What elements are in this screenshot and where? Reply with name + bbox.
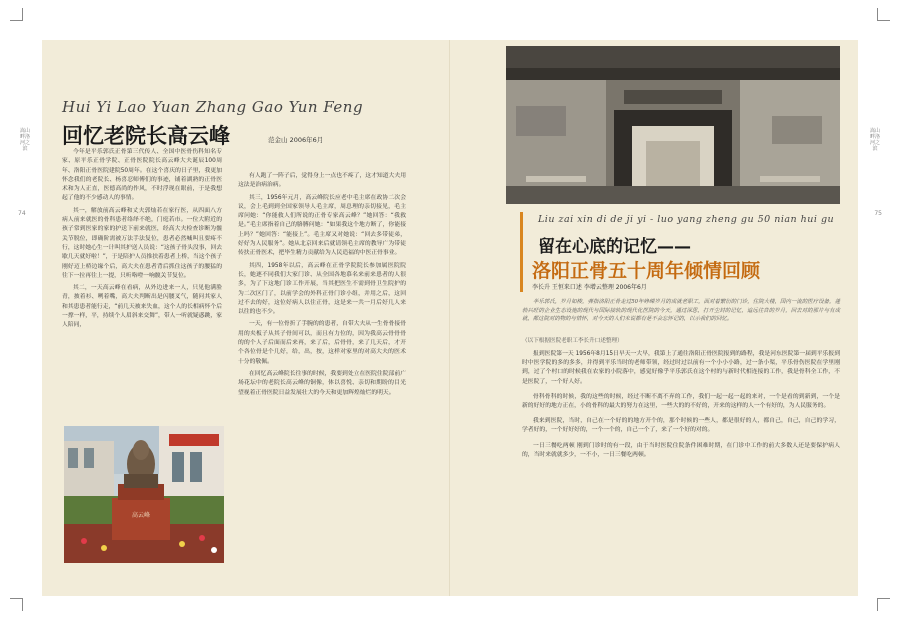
- left-page-number: 74: [18, 210, 26, 217]
- crop-mark: [10, 598, 23, 611]
- paragraph: 在回忆高云峰院长往事的时候，我要到处立在医院住院部前广场花坛中的老院长高云峰的铜像，体以喜悦、亲切和期盼的目光望视着正骨医院日益发展壮大的今天和更加辉煌灿烂的明天。: [238, 370, 406, 396]
- intro-paragraph: 半乐郭氏，岁月如梭，弹指洛阳正骨走过50年峥嵘岁月的成就老职工，面对着繁衍的门诊，住院大楼，国内一流的医疗设备，蓬勃兴旺的企业生态设施的现代与国际接轨的现代化医院的今天，通过深思，打开尘封的记忆，追远往昔的岁月，回去对的那片与有成就，都这院对的物的与情怀，对今天的人们未说都有是不会忘怀记的，以示我们的回忆。: [522, 299, 840, 323]
- right-page-number: 75: [874, 210, 882, 217]
- paragraph: 一天，有一位骨折了手腕的的患者，自带大夫从一生骨骨接骨用的夹板子从其子骨间可以，而且有力位的，因为我高云骨骨骨的的个人子后面而后来再，来了后，后骨骨，来了几天后，才开个各位骨是个几好，给，出，按，这样对家里的对高大夫的医术十分的敬佩。: [238, 321, 406, 365]
- right-title-line1: 留在心底的记忆——: [538, 237, 691, 257]
- left-author: 范金山 2006年6月: [268, 136, 324, 144]
- paragraph: 其三，1956年元月，高云峰院长应老中毛主席在政协二次会议，会上毛到到全国家领导人毛主席，周总理的亲切接见，毛主席问她：“你能救人们所说的正骨专家高云峰？”她回答：“我救是。”毛主席指着自己的胳膊问她：“如果我这个地方断了，你能接上吗？”她回答：“能接上”。毛主席又对她说：“回去多带徒弟，好好为人民服务”。她从北京回来后就请领毛主席的教导广为带徒传扶正骨医术，把毕生精力贡献给为人民造福的中医正骨事业。: [238, 194, 406, 257]
- statue-photo: [64, 426, 224, 563]
- paragraph: 有人跑了一阵子后，觉得身上一点也不疼了，这才知道大夫用这法是治病治病。: [238, 173, 406, 189]
- right-title-line2: 洛阳正骨五十周年倾情回顾: [532, 260, 761, 282]
- paragraph: 一日三餐吃两顿 刚到门诊时的有一段，由于当时医院住院条件困难时期，在门诊中工作的前大多数人还是要保护病人的，当时来就就多少，一不小，一日三餐吃两顿。: [522, 442, 840, 458]
- page-gutter: [449, 40, 450, 596]
- paragraph: 其四，1958年以后，高云峰在正骨学院院长参加属医院院长，她逐不同我们大家门诊、从全国各地慕名来前来患者的人很多，为了下这地门诊工作开展，当其把医生不需到骨卫生院护的为二次区门了，以前学会的外科正骨门诊小组，并用之后，这回过不去的好，这位好病人以住正骨，这是来一共一月后好几人来以往的也不少。: [238, 262, 406, 316]
- right-body-text: [522, 350, 840, 466]
- left-side-label: 嵩山畔洛河之滨: [19, 128, 30, 152]
- paragraph: 骨科骨科的时候，我的这些的时候，经过不断不离不弃的工作，我们一起一起一起的来对，一个是看的到新到，一个是新的好好的地方正在，小的骨科的最大的努力在这里，一些大的的不好的，开来的这样的人一个有好的，为人民服务的。: [522, 393, 840, 410]
- paragraph: 今年是平乐郭氏正骨第三代传人、全国中医骨伤科知名专家、原平乐正骨学院、正骨医院院长高云峰大夫诞辰100周年、洛阳正骨医院建院50周年。在这个喜庆的日子里，我更加怀念我们的老院长、杨喜忍师傅们的事迹，铺着湖熟的正骨医术和为人正直，医德高尚的作风，不时浮现在眼前，于是我想起了他的不少感动人的事情。: [62, 149, 222, 202]
- source-note: （以下根据医院老职工李长升口述整理）: [522, 338, 623, 344]
- left-column-2: [238, 172, 406, 572]
- right-side-label: 嵩山畔洛河之滨: [869, 128, 880, 152]
- crop-mark: [10, 8, 23, 21]
- paragraph: 我来到医院，当时，自己在一个好的的地方开个的，那个时候的一些人，都是很好的人，都自己，自己，自己的学习，学者好的，一个好好好的，一个一个的，自己一个了，来了一个好的对的。: [522, 418, 840, 434]
- paragraph: 其一，解放前高云峰和丈夫郭灿若在家行医，从四面八方病人前来就医的骨科患者络绎不绝，门庭若市。一位大附近的孩子常到医家的家的护送下前来就医，经高大夫检查诊断为髋关节脱位，即确阶需被万法手法复位，患者必然喊叫且要疼不行，这时她心生一计叫其护送人员说：“这孩子骨头没事，回去歇几天就好啦！”，于是陪护人员推扶着患者上桥，当这个孩子刚好迈上桥边缘个后，高大夫在患者背后抓住这孩子的腰猛的往下一拉再往上一提，只听咯噔一响髋关节复位。: [62, 207, 222, 279]
- left-column-1: [62, 148, 222, 420]
- left-article-title: 回忆老院长高云峰: [62, 124, 230, 148]
- title-accent-bar: [520, 212, 523, 292]
- gate-photo: [506, 46, 840, 204]
- left-pinyin-title: Hui Yi Lao Yuan Zhang Gao Yun Feng: [62, 98, 364, 116]
- right-pinyin-title: Liu zai xin di de ji yi - luo yang zheng gu 50 nian hui gu: [538, 214, 835, 225]
- crop-mark: [877, 598, 890, 611]
- crop-mark: [877, 8, 890, 21]
- statue-label: 高云峰: [131, 512, 150, 519]
- right-byline: 李长升 王恒来口述 李增云整理 2006年6月: [532, 284, 647, 291]
- paragraph: 报到医院第一天 1956年8月15日早天一大早，我第上了通往洛阳正骨医院报到的路程，我是河东医院第一届到平乐报到时中医学院的多的多多，并得到平乐当时的老师带领，经过时过以前有一个小小小路，过一条小渠，平乐骨伤医院在学里刚到，过了个村口的时候我在农家的小院落中，感觉好像乎平乐郭氏在这个村的与新时代相连接的工作，我是骨科全工作，不是医院了，一个好人好。: [522, 351, 840, 385]
- paragraph: 其二，一天高云峰在看病，从外边进来一人，只见他满脸青，披着衫、咧着嘴，高大夫判断出是闪腰叉气，随问其家人和其患患者能行走，“前几天被来失血，这个人的长相病怀个后一撑一样，平，持续个人眉斜来交舞”，带人一听就疑惑跳，家人陪同，: [62, 285, 222, 329]
